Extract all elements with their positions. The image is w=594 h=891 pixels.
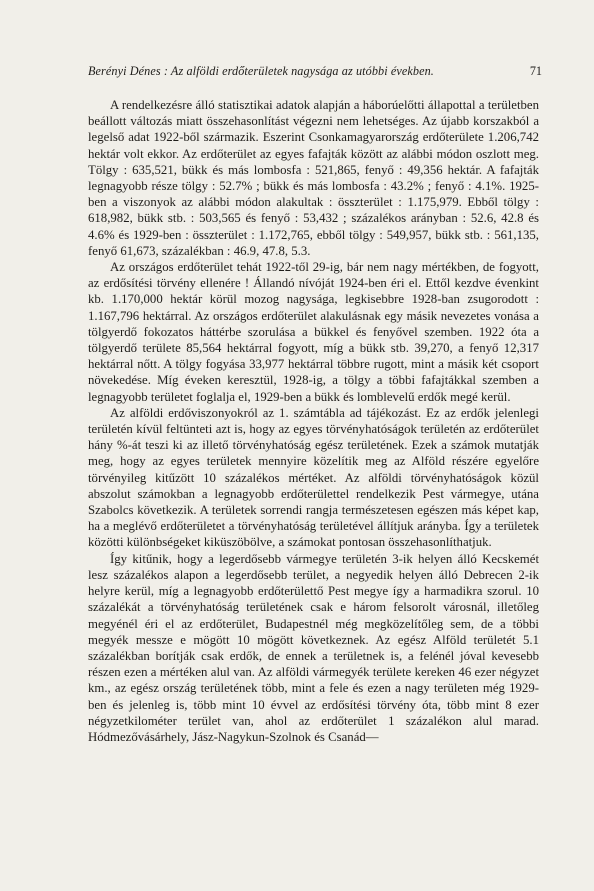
paragraph: Így kitűnik, hogy a legerdősebb vármegye területén 3-ik helyen álló Kecskemét lesz százalékos alapon a legerdősebb terület, a negyedik helyen álló Debrecen 2-ik helyre kerül, míg a legnagyobb erdőterülettő Pest megye így a harmadikra szorul. 10 százalékát a törvényhatóság területének csak e három felsorolt városnál, illetőleg megyénél éri el az erdőterület, Budapestnél még megközelítőleg sem, de a többi megyék messze e mögött 10 mögött következnek. Az egész Alföld területét 5.1 százalékban borítják csak erdők, de ennek a területnek is, a felénél jóval kevesebb részen ezen a mértéken alul van. Az alföldi vármegyék területe kereken 46 ezer négyzet km., az egész ország területének több, mint a fele és ezen a nagy területen még 1929-ben és jelenleg is, több mint 10 évvel az erdősítési törvény óta, több mint 8 ezer négyzetkilométer terület van, ahol az erdőterület 1 százalékon alul marad. Hódmezővásárhely, Jász-Nagykun-Szolnok és Csanád— bbox=[88, 551, 539, 744]
body-text bbox=[88, 97, 539, 745]
page-number: 71 bbox=[529, 64, 542, 78]
paragraph: Az alföldi erdőviszonyokról az 1. számtábla ad tájékozást. Ez az erdők jelenlegi területén kívül feltünteti azt is, hogy az egyes törvényhatóságok területén az erdőterület hány %-át teszi ki az illető törvényhatóság egész területének. Ezek a számok mutatják meg, hogy az egyes területek mennyire közelítik meg az Alföld részére egyelőre törvényileg kitűzött 10 százalékos mértéket. Az alföldi törvényhatóságok közül abszolut számokban a legnagyobb erdőterülettel rendelkezik Pest vármegye, utána Szabolcs következik. A területek sorrendi rangja természetesen egészen más képet kap, ha a meglévő erdőterületet a törvényhatóság területével állítjuk arányba. Így a területek közötti különbségeket kiküszöbölve, a számokat pontosan összehasonlíthatjuk. bbox=[88, 405, 539, 550]
paragraph: Az országos erdőterület tehát 1922-től 29-ig, bár nem nagy mértékben, de fogyott, az erdősítési törvény ellenére ! Állandó nívóját 1924-ben éri el. Ettől kezdve évenkint kb. 1.170,000 hektár körül mozog nagysága, legkisebbre 1928-ban zsugorodott : 1.167,796 hektárral. Az országos erdőterület alakulásnak egy másik nevezetes vonása a tölgyerdő fokozatos háttérbe szorulása a bükkel és fenyővel szemben. 1922 óta a tölgyerdő területe 85,564 hektárral fogyott, míg a bükk stb. 39,270, a fenyő 12,317 hektárral nőtt. A tölgy fogyása 33,977 hektárral többre rugott, mint a másik két csoport növekedése. Míg éveken keresztül, 1928-ig, a tölgy a többi fafajtákkal szemben a legnagyobb területet foglalja el, 1929-ben a bükk és lomblevelű erdők megé kerül. bbox=[88, 260, 539, 404]
running-title: Berényi Dénes : Az alföldi erdőterületek nagysága az utóbbi években. bbox=[88, 64, 434, 78]
page-header bbox=[88, 63, 542, 79]
paragraph: A rendelkezésre álló statisztikai adatok alapján a háborúelőtti állapottal a területben beállott változás miatt összehasonlítást végezni nem lehetséges. Az újabb korszakból a legelső adat 1922-ből származik. Eszerint Csonkamagyarország erdőterülete 1.206,742 hektár volt ekkor. Az erdőterület az egyes fafajták között az alábbi módon oszlott meg. Tölgy : 635,521, bükk és más lombosfa : 521,865, fenyő : 49,356 hektár. A fafajták legnagyobb része tölgy : 52.7% ; bükk és más lombosfa : 43.2% ; fenyő : 4.1%. 1925-ben a viszonyok az alábbi módon alakultak : összterület : 1.175,979. Ebből tölgy : 618,982, bükk stb. : 503,565 és fenyő : 53,432 ; százalékos arányban : 52.6, 42.8 és 4.6% és 1929-ben : összterület : 1.172,765, ebből tölgy : 549,957, bükk stb. : 561,135, fenyő 61,673, százalékban : 46.9, 47.8, 5.3. bbox=[88, 98, 539, 258]
